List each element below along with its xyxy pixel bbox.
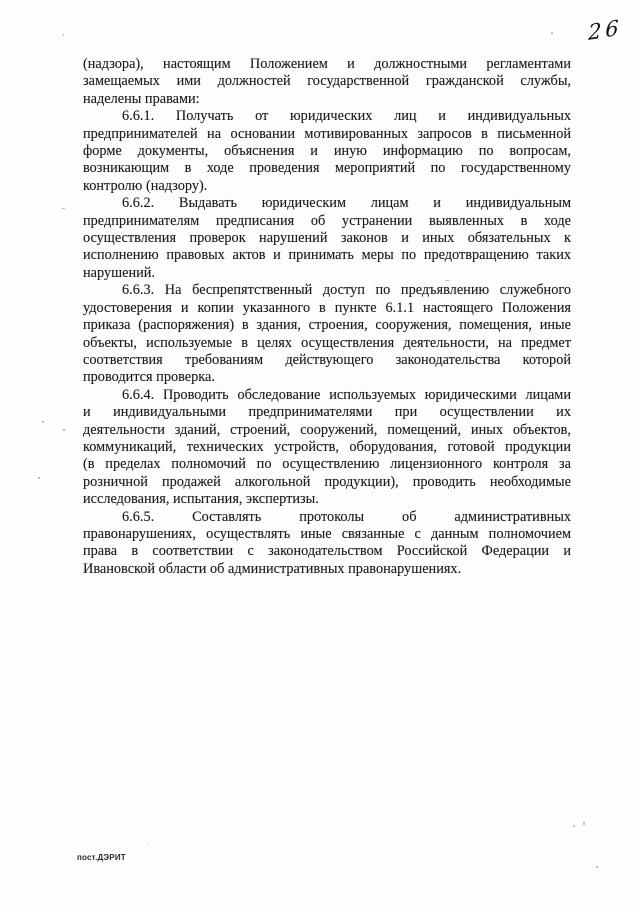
text-line: объекты, используемые в целях осуществления деятельности, на предмет	[83, 334, 571, 351]
text-line: наделены правами:	[83, 90, 200, 107]
text-line: проводится проверка.	[83, 369, 215, 386]
scan-speck	[147, 843, 148, 844]
text-line: коммуникаций, технических устройств, оборудования, готовой продукции	[83, 438, 571, 455]
text-line: предпринимателей на основании мотивированных запросов в письменной	[83, 125, 571, 142]
scan-speck	[583, 822, 585, 825]
scan-speck	[42, 421, 44, 423]
text-line: и индивидуальными предпринимателями при осуществлении их	[83, 404, 571, 421]
paragraph	[83, 509, 571, 579]
scan-speck	[38, 477, 40, 479]
scan-speck	[596, 866, 598, 868]
text-line: права в соответствии с законодательством Российской Федерации и	[83, 543, 571, 560]
text-line: соответствия требованиям действующего законодательства которой	[83, 351, 571, 368]
text-line: форме документы, объяснения и иную информацию по вопросам,	[83, 143, 571, 160]
text-line: 6.6.2. Выдавать юридическим лицам и индивидуальным	[122, 195, 571, 212]
text-block	[83, 56, 571, 578]
text-line: предпринимателям предписания об устранении выявленных в ходе	[83, 212, 571, 229]
text-line: удостоверения и копии указанного в пункте 6.1.1 настоящего Положения	[83, 299, 571, 316]
scan-speck	[63, 429, 65, 431]
scan-speck	[551, 32, 553, 34]
footer-stamp: пост.ДЭРИТ	[77, 853, 126, 862]
text-line: розничной продажей алкогольной продукции), проводить необходимые	[83, 473, 571, 490]
text-line: контролю (надзору).	[83, 177, 208, 194]
text-line: исследования, испытания, экспертизы.	[83, 491, 319, 508]
text-line: (надзора), настоящим Положением и должностными регламентами	[83, 56, 571, 72]
scan-speck	[573, 825, 575, 827]
text-line: (в пределах полномочий по осуществлению лицензионного контроля за	[83, 456, 571, 473]
text-line: деятельности зданий, строений, сооружений, помещений, иных объектов,	[83, 421, 571, 438]
paragraph	[83, 195, 571, 282]
scan-speck	[63, 34, 64, 36]
paragraph	[83, 108, 571, 195]
text-line: 6.6.1. Получать от юридических лиц и индивидуальных	[122, 108, 571, 125]
handwritten-page-number: 26	[588, 15, 623, 45]
text-line: 6.6.4. Проводить обследование используемых юридическими лицами	[122, 386, 571, 403]
scan-speck	[445, 280, 450, 281]
text-line: нарушений.	[83, 264, 155, 281]
text-line: замещаемых ими должностей государственной гражданской службы,	[83, 73, 571, 90]
text-line: исполнению правовых актов и принимать меры по предотвращению таких	[83, 247, 571, 264]
paragraph	[83, 282, 571, 386]
text-line: Ивановской области об административных правонарушениях.	[83, 560, 462, 577]
text-line: правонарушениях, осуществлять иные связанные с данным полномочием	[83, 525, 571, 542]
scan-speck	[62, 208, 65, 209]
text-line: 6.6.5. Составлять протоколы об административных	[122, 508, 571, 525]
text-line: 6.6.3. На беспрепятственный доступ по предъявлению служебного	[122, 282, 571, 299]
paragraph	[83, 56, 571, 108]
text-line: приказа (распоряжения) в здания, строения, сооружения, помещения, иные	[83, 317, 571, 334]
text-line: возникающим в ходе проведения мероприятий по государственному	[83, 160, 571, 177]
paragraph	[83, 387, 571, 509]
text-line: осуществления проверок нарушений законов и иных обязательных к	[83, 230, 571, 247]
